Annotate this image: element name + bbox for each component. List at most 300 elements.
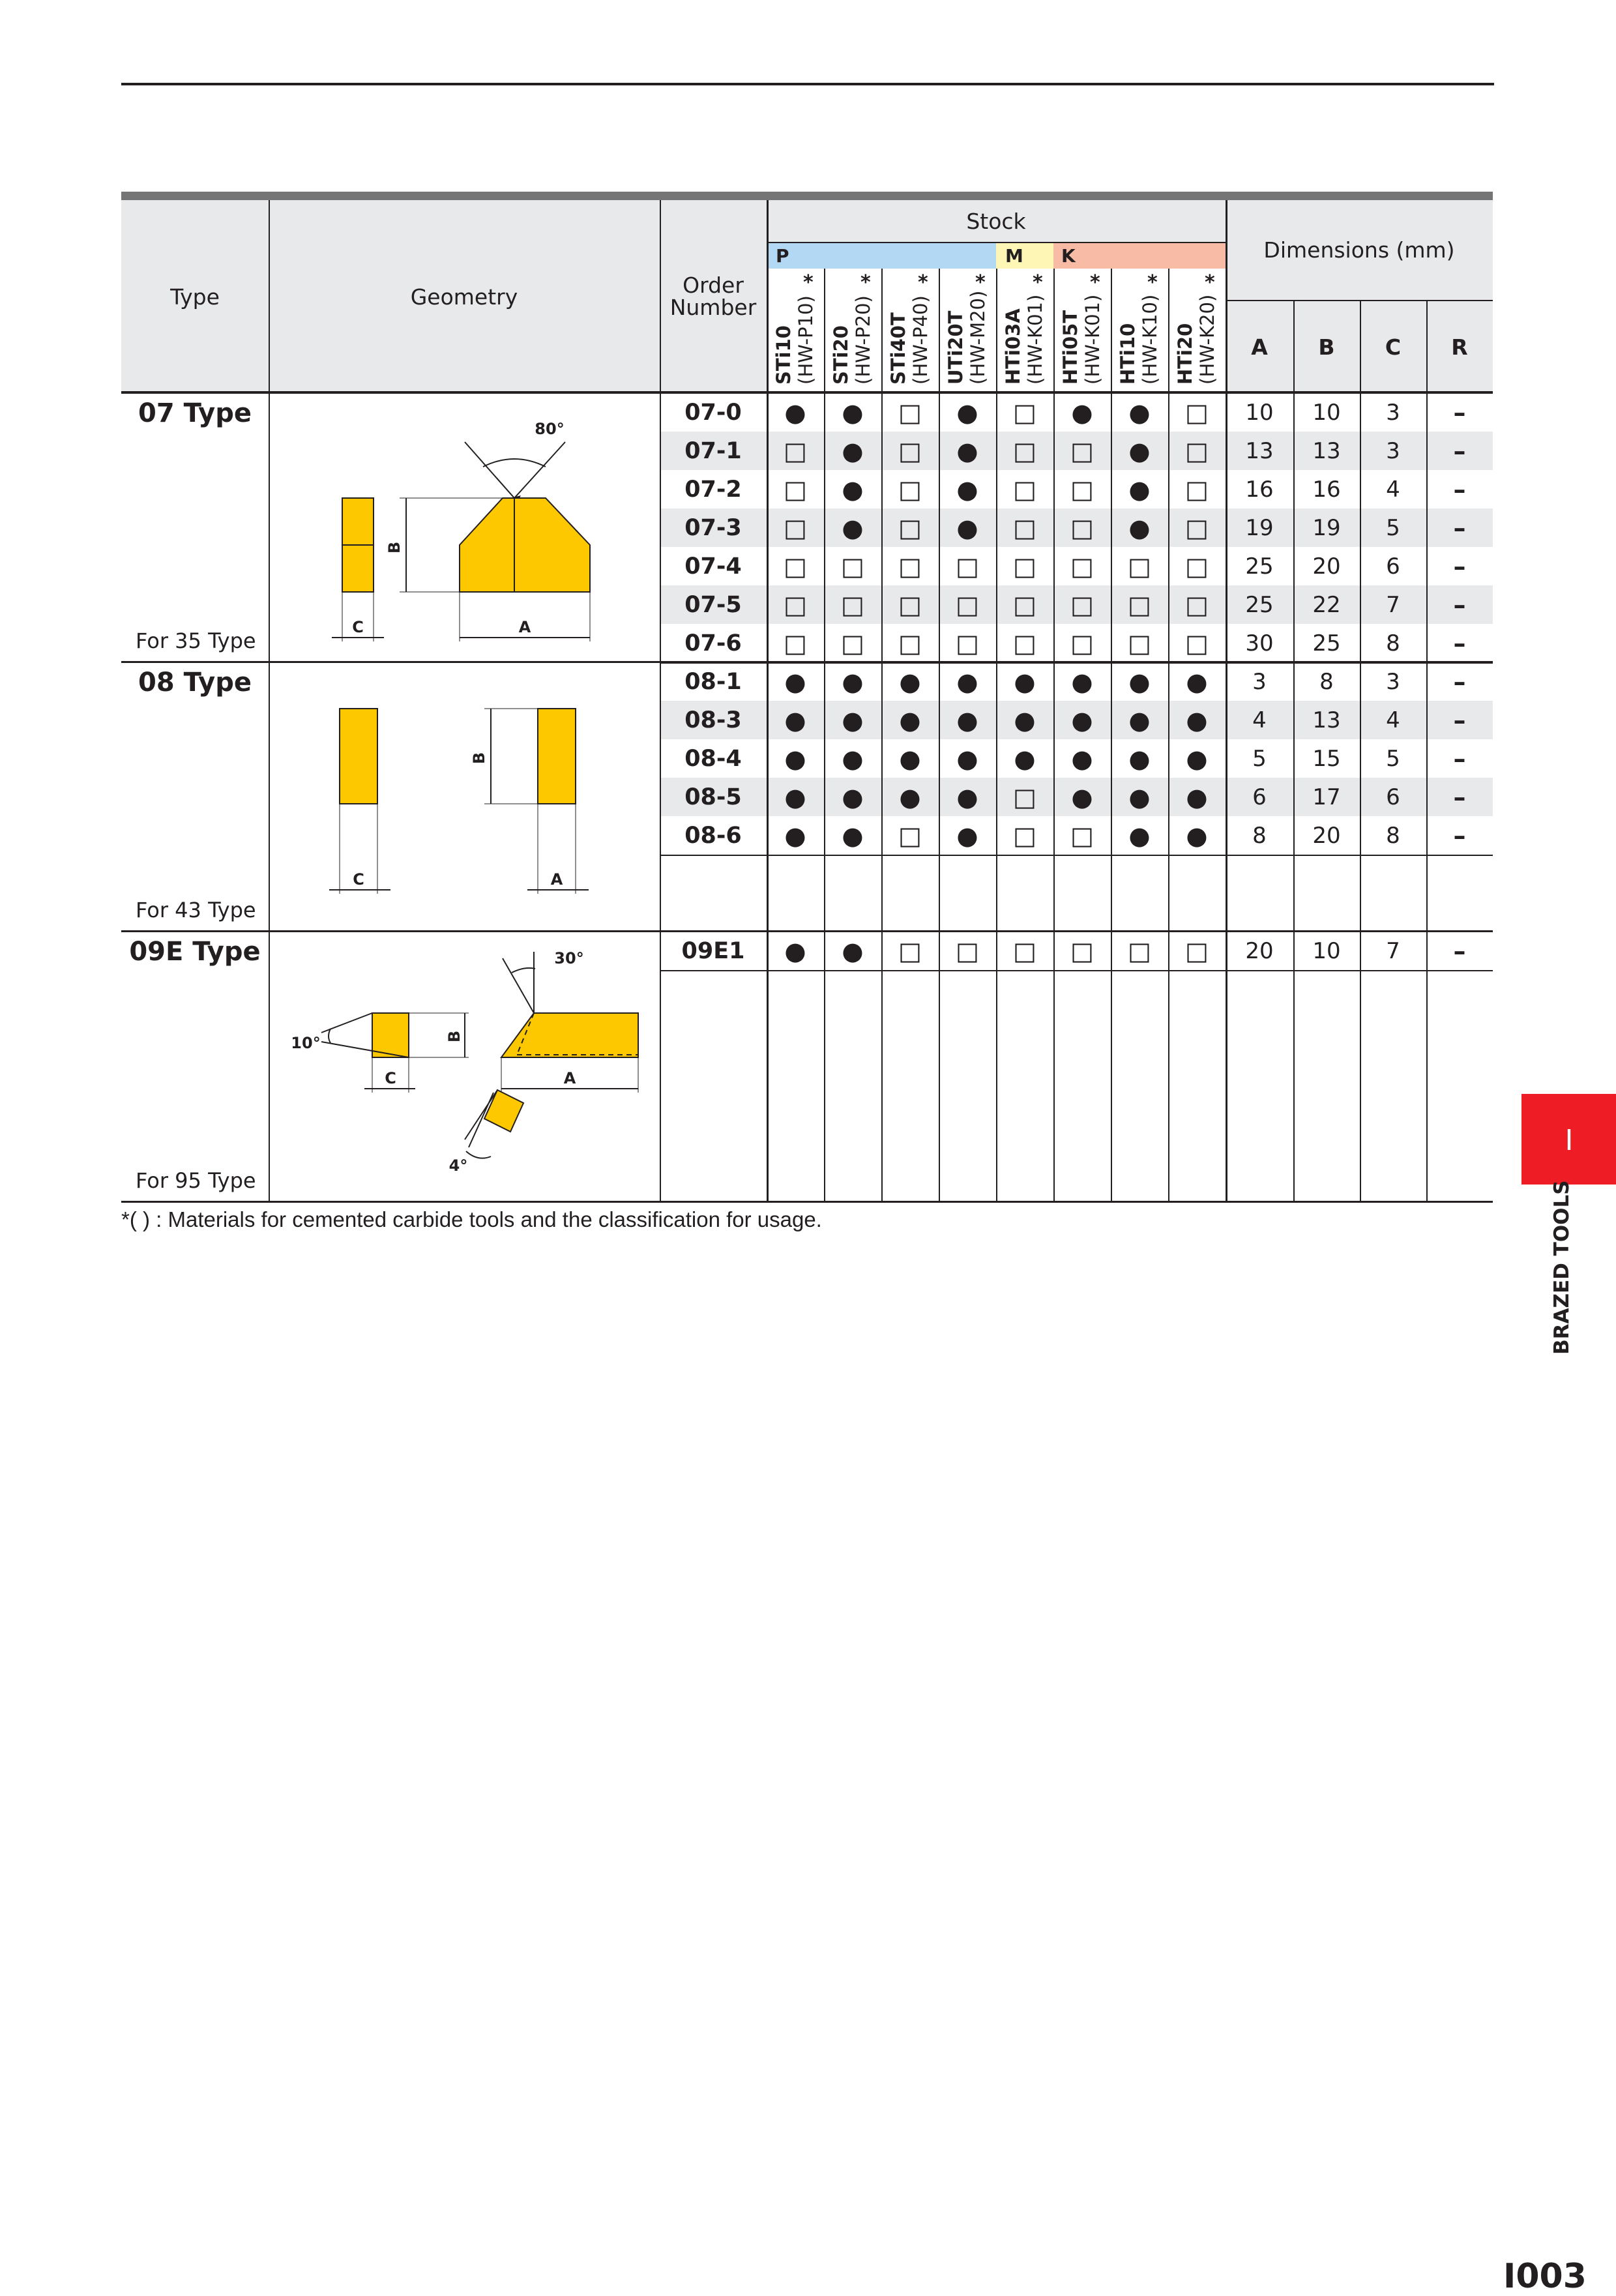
insert-08-side bbox=[340, 709, 377, 804]
dimension-value: – bbox=[1453, 744, 1466, 773]
grade-iso-label: (HW-K01) bbox=[1024, 294, 1046, 385]
body-col-line bbox=[767, 932, 769, 1202]
body-col-line bbox=[1293, 662, 1295, 932]
stock-symbol: ● bbox=[784, 398, 806, 427]
grade-label: HTi03A bbox=[1002, 308, 1024, 385]
grade-col-line bbox=[996, 269, 997, 393]
header-top-band bbox=[121, 192, 1493, 200]
dimension-value: 6 bbox=[1386, 784, 1400, 810]
body-col-line bbox=[996, 932, 997, 1202]
class-p-band bbox=[767, 243, 996, 269]
grade-col-line bbox=[939, 269, 940, 393]
dim-col-line bbox=[1293, 300, 1295, 393]
body-col-line bbox=[824, 393, 825, 662]
order-number: 07-6 bbox=[684, 630, 742, 656]
stock-symbol: ● bbox=[842, 744, 864, 773]
stock-symbol: ● bbox=[899, 667, 921, 696]
stock-symbol: ● bbox=[1071, 398, 1093, 427]
stock-header: Stock bbox=[966, 209, 1026, 234]
angle-4-label: 4° bbox=[448, 1156, 468, 1175]
stock-symbol: ● bbox=[784, 667, 806, 696]
body-col-line bbox=[1168, 932, 1169, 1202]
dimension-value: – bbox=[1453, 628, 1466, 658]
dimension-a-label: A bbox=[518, 618, 531, 636]
body-col-line bbox=[824, 932, 825, 1202]
order-number: 07-5 bbox=[684, 591, 742, 618]
dimension-col-header: B bbox=[1318, 334, 1335, 360]
diagram-07-type bbox=[269, 394, 659, 661]
for-type-label: For 43 Type bbox=[136, 898, 256, 922]
body-col-line bbox=[1053, 932, 1055, 1202]
stock-symbol: □ bbox=[1128, 936, 1151, 965]
body-col-line bbox=[1426, 662, 1428, 932]
order-number: 07-3 bbox=[684, 514, 742, 541]
stock-symbol: ● bbox=[1128, 782, 1151, 812]
stock-symbol: ● bbox=[1186, 821, 1208, 850]
body-col-line bbox=[767, 662, 769, 932]
dimension-value: 3 bbox=[1386, 437, 1400, 464]
body-col-line bbox=[881, 932, 883, 1202]
stock-symbol: □ bbox=[898, 628, 922, 658]
stock-symbol: ● bbox=[1071, 782, 1093, 812]
grade-col-line bbox=[1111, 269, 1112, 393]
stock-symbol: □ bbox=[784, 590, 807, 619]
body-col-line bbox=[1226, 393, 1227, 662]
order-header-line2: Number bbox=[669, 295, 757, 320]
stock-symbol: □ bbox=[1070, 475, 1094, 504]
grade-asterisk: * bbox=[860, 271, 871, 294]
dimension-value: 13 bbox=[1245, 437, 1274, 464]
dimension-value: – bbox=[1453, 936, 1466, 965]
grade-col-line bbox=[824, 269, 825, 393]
stock-symbol: ● bbox=[842, 667, 864, 696]
header-col-line bbox=[660, 200, 661, 393]
stock-symbol: □ bbox=[841, 628, 864, 658]
dimension-value: 20 bbox=[1245, 937, 1274, 964]
grade-asterisk: * bbox=[1147, 271, 1158, 294]
dimension-value: 10 bbox=[1312, 399, 1341, 426]
stock-symbol: ● bbox=[956, 744, 978, 773]
body-col-line bbox=[1053, 662, 1055, 932]
stock-symbol: ● bbox=[842, 513, 864, 542]
dimension-c-label: C bbox=[352, 618, 364, 636]
body-col-line bbox=[1168, 662, 1169, 932]
grade-label: STi40T bbox=[887, 312, 909, 385]
stock-symbol: ● bbox=[899, 744, 921, 773]
grade-asterisk: * bbox=[975, 271, 986, 294]
body-col-line bbox=[881, 393, 883, 662]
stock-symbol: ● bbox=[1071, 667, 1093, 696]
stock-symbol: ● bbox=[1128, 513, 1151, 542]
grade-col-line bbox=[881, 269, 883, 393]
body-col-line bbox=[1226, 662, 1227, 932]
stock-symbol: □ bbox=[1070, 513, 1094, 542]
order-number: 08-6 bbox=[684, 822, 742, 849]
dimension-value: 4 bbox=[1252, 707, 1267, 733]
dimension-c-label: C bbox=[353, 870, 364, 889]
stock-symbol: ● bbox=[1014, 744, 1036, 773]
insert-09e-front bbox=[501, 1013, 638, 1057]
stock-symbol: ● bbox=[784, 936, 806, 965]
body-col-line bbox=[660, 662, 661, 932]
dimension-value: – bbox=[1453, 821, 1466, 850]
stock-symbol: ● bbox=[956, 436, 978, 465]
stock-symbol: □ bbox=[1013, 821, 1036, 850]
diagram-08-type bbox=[269, 663, 659, 930]
grade-col-line bbox=[1168, 269, 1169, 393]
stock-symbol: ● bbox=[1186, 744, 1208, 773]
body-col-line bbox=[1360, 393, 1361, 662]
stock-symbol: ● bbox=[1071, 705, 1093, 735]
dimension-value: 13 bbox=[1312, 437, 1341, 464]
dims-sub-line bbox=[1226, 300, 1493, 301]
stock-symbol: ● bbox=[1128, 475, 1151, 504]
dimension-value: – bbox=[1453, 436, 1466, 465]
order-number: 07-4 bbox=[684, 553, 742, 580]
grade-label: STi20 bbox=[830, 325, 852, 385]
body-col-line bbox=[1111, 662, 1112, 932]
dimension-value: 4 bbox=[1386, 476, 1400, 503]
order-number: 08-1 bbox=[684, 668, 742, 695]
stock-symbol: ● bbox=[1186, 782, 1208, 812]
stock-symbol: ● bbox=[784, 782, 806, 812]
dimensions-header: Dimensions (mm) bbox=[1263, 237, 1455, 263]
stock-symbol: ● bbox=[956, 398, 978, 427]
dimension-value: 20 bbox=[1312, 553, 1341, 580]
stock-symbol: □ bbox=[898, 590, 922, 619]
dimension-value: 5 bbox=[1386, 745, 1400, 772]
body-col-line bbox=[1360, 662, 1361, 932]
stock-symbol: ● bbox=[842, 705, 864, 735]
stock-symbol: □ bbox=[1128, 590, 1151, 619]
dimension-value: 3 bbox=[1386, 668, 1400, 695]
stock-symbol: □ bbox=[1013, 782, 1036, 812]
grade-iso-label: (HW-K01) bbox=[1081, 294, 1104, 385]
stock-symbol: □ bbox=[1185, 513, 1209, 542]
body-col-line bbox=[939, 393, 940, 662]
dimension-value: 6 bbox=[1386, 553, 1400, 580]
stock-symbol: □ bbox=[1013, 552, 1036, 581]
stock-symbol: ● bbox=[1128, 398, 1151, 427]
type-header: Type bbox=[170, 284, 220, 310]
dimension-value: 30 bbox=[1245, 630, 1274, 656]
stock-symbol: □ bbox=[956, 628, 979, 658]
body-col-line bbox=[767, 393, 769, 662]
row-area-rule bbox=[660, 855, 1493, 856]
row-area-rule bbox=[660, 970, 1493, 971]
stock-symbol: □ bbox=[1185, 436, 1209, 465]
stock-symbol: ● bbox=[956, 475, 978, 504]
class-m-label: M bbox=[1005, 245, 1023, 267]
grade-asterisk: * bbox=[918, 271, 928, 294]
dimension-value: – bbox=[1453, 513, 1466, 542]
body-col-line bbox=[1111, 932, 1112, 1202]
stock-symbol: □ bbox=[1013, 936, 1036, 965]
angle-10-label: 10° bbox=[291, 1034, 321, 1052]
dimension-value: 8 bbox=[1319, 668, 1334, 695]
stock-symbol: □ bbox=[1013, 398, 1036, 427]
grade-iso-label: (HW-P10) bbox=[795, 295, 817, 385]
stock-symbol: ● bbox=[1128, 667, 1151, 696]
header-col-line bbox=[1226, 200, 1227, 393]
grade-asterisk: * bbox=[1033, 271, 1043, 294]
geometry-header: Geometry bbox=[410, 284, 518, 310]
dimension-col-header: R bbox=[1451, 334, 1468, 360]
stock-symbol: □ bbox=[898, 436, 922, 465]
stock-symbol: ● bbox=[956, 513, 978, 542]
page-number: I003 bbox=[1503, 2257, 1587, 2296]
dimension-value: 5 bbox=[1252, 745, 1267, 772]
stock-symbol: ● bbox=[842, 398, 864, 427]
stock-symbol: □ bbox=[1185, 552, 1209, 581]
dimension-b-label: B bbox=[445, 1030, 463, 1043]
stock-symbol: □ bbox=[956, 590, 979, 619]
stock-symbol: □ bbox=[1185, 475, 1209, 504]
grade-label: HTi05T bbox=[1059, 310, 1081, 385]
body-col-line bbox=[996, 662, 997, 932]
body-col-line bbox=[824, 662, 825, 932]
stock-symbol: □ bbox=[898, 475, 922, 504]
dimension-value: 8 bbox=[1386, 822, 1400, 849]
body-col-line bbox=[1226, 932, 1227, 1202]
dimension-value: 13 bbox=[1312, 707, 1341, 733]
dimension-col-header: C bbox=[1385, 334, 1402, 360]
stock-sub-line bbox=[767, 242, 1226, 243]
dimension-a-label: A bbox=[550, 870, 563, 889]
class-k-label: K bbox=[1061, 245, 1076, 267]
group-rule bbox=[121, 1201, 1493, 1203]
grade-asterisk: * bbox=[803, 271, 814, 294]
stock-symbol: ● bbox=[899, 782, 921, 812]
dimension-value: 25 bbox=[1312, 630, 1341, 656]
dimension-value: 15 bbox=[1312, 745, 1341, 772]
body-col-line bbox=[1426, 393, 1428, 662]
stock-symbol: □ bbox=[1185, 936, 1209, 965]
stock-symbol: □ bbox=[898, 936, 922, 965]
dimension-value: 10 bbox=[1245, 399, 1274, 426]
body-col-line bbox=[939, 662, 940, 932]
stock-symbol: ● bbox=[784, 744, 806, 773]
dimension-value: 3 bbox=[1386, 399, 1400, 426]
dimension-value: – bbox=[1453, 782, 1466, 812]
order-number: 09E1 bbox=[681, 937, 745, 964]
header-col-line bbox=[269, 200, 270, 393]
dimension-value: 16 bbox=[1245, 476, 1274, 503]
stock-symbol: □ bbox=[784, 436, 807, 465]
grade-label: UTi20T bbox=[945, 310, 967, 385]
stock-symbol: □ bbox=[784, 513, 807, 542]
footnote: *( ) : Materials for cemented carbide tools and the classification for usage. bbox=[121, 1207, 822, 1231]
body-col-line bbox=[660, 393, 661, 662]
body-col-line bbox=[939, 932, 940, 1202]
stock-symbol: □ bbox=[1013, 436, 1036, 465]
dimension-value: 7 bbox=[1386, 937, 1400, 964]
side-tab bbox=[1521, 1094, 1616, 1185]
grade-iso-label: (HW-M20) bbox=[967, 290, 989, 385]
stock-symbol: ● bbox=[842, 782, 864, 812]
dimension-value: – bbox=[1453, 590, 1466, 619]
body-col-line bbox=[1053, 393, 1055, 662]
dimension-value: – bbox=[1453, 667, 1466, 696]
side-tab-label: BRAZED TOOLS bbox=[1550, 1180, 1574, 1355]
stock-symbol: □ bbox=[784, 475, 807, 504]
dimension-value: – bbox=[1453, 398, 1466, 427]
dimension-value: 20 bbox=[1312, 822, 1341, 849]
body-col-line bbox=[1360, 932, 1361, 1202]
stock-symbol: □ bbox=[1013, 590, 1036, 619]
grade-asterisk: * bbox=[1090, 271, 1100, 294]
stock-symbol: □ bbox=[898, 398, 922, 427]
grade-iso-label: (HW-P20) bbox=[852, 295, 874, 385]
stock-symbol: □ bbox=[1070, 552, 1094, 581]
grade-asterisk: * bbox=[1205, 271, 1215, 294]
order-header-line1: Order bbox=[683, 272, 744, 298]
dimension-value: 5 bbox=[1386, 514, 1400, 541]
stock-symbol: ● bbox=[1186, 705, 1208, 735]
type-name: 07 Type bbox=[138, 398, 252, 428]
type-name: 08 Type bbox=[138, 668, 252, 698]
stock-symbol: □ bbox=[1070, 936, 1094, 965]
stock-symbol: □ bbox=[1128, 552, 1151, 581]
order-number: 08-5 bbox=[684, 784, 742, 810]
stock-symbol: ● bbox=[842, 821, 864, 850]
dimension-c-label: C bbox=[385, 1069, 396, 1087]
body-col-line bbox=[1168, 393, 1169, 662]
dimension-value: 6 bbox=[1252, 784, 1267, 810]
grade-iso-label: (HW-K20) bbox=[1196, 294, 1218, 385]
stock-symbol: □ bbox=[1070, 590, 1094, 619]
stock-symbol: ● bbox=[842, 936, 864, 965]
stock-symbol: □ bbox=[1070, 821, 1094, 850]
stock-symbol: □ bbox=[841, 590, 864, 619]
grade-label: HTi20 bbox=[1174, 323, 1196, 385]
insert-07-front bbox=[460, 498, 590, 592]
dimension-value: 7 bbox=[1386, 591, 1400, 618]
stock-symbol: ● bbox=[899, 705, 921, 735]
stock-symbol: □ bbox=[956, 552, 979, 581]
order-number: 07-2 bbox=[684, 476, 742, 503]
order-number: 08-4 bbox=[684, 745, 742, 772]
body-col-line bbox=[1293, 932, 1295, 1202]
for-type-label: For 95 Type bbox=[136, 1168, 256, 1193]
stock-symbol: ● bbox=[956, 821, 978, 850]
stock-symbol: □ bbox=[784, 628, 807, 658]
stock-symbol: ● bbox=[1128, 744, 1151, 773]
stock-symbol: ● bbox=[1186, 667, 1208, 696]
stock-symbol: □ bbox=[898, 552, 922, 581]
grade-iso-label: (HW-K10) bbox=[1139, 294, 1161, 385]
dimension-value: 8 bbox=[1252, 822, 1267, 849]
side-tab-letter: I bbox=[1565, 1122, 1574, 1156]
stock-symbol: ● bbox=[956, 667, 978, 696]
dimension-value: 10 bbox=[1312, 937, 1341, 964]
stock-symbol: □ bbox=[898, 513, 922, 542]
for-type-label: For 35 Type bbox=[136, 628, 256, 653]
dim-col-line bbox=[1426, 300, 1428, 393]
dimension-value: 3 bbox=[1252, 668, 1267, 695]
stock-symbol: □ bbox=[898, 821, 922, 850]
dimension-value: 8 bbox=[1386, 630, 1400, 656]
dimension-value: – bbox=[1453, 475, 1466, 504]
stock-symbol: ● bbox=[956, 705, 978, 735]
stock-symbol: ● bbox=[842, 436, 864, 465]
grade-col-line bbox=[1053, 269, 1055, 393]
stock-symbol: □ bbox=[1013, 513, 1036, 542]
grade-label: HTi10 bbox=[1117, 323, 1139, 385]
stock-symbol: □ bbox=[956, 936, 979, 965]
order-number: 08-3 bbox=[684, 707, 742, 733]
dimension-b-label: B bbox=[470, 752, 488, 765]
stock-symbol: □ bbox=[1185, 590, 1209, 619]
class-k-band bbox=[1053, 243, 1226, 269]
dimension-value: 25 bbox=[1245, 553, 1274, 580]
body-col-line bbox=[660, 932, 661, 1202]
stock-symbol: □ bbox=[1070, 436, 1094, 465]
dimension-b-label: B bbox=[385, 541, 404, 554]
order-number: 07-0 bbox=[684, 399, 742, 426]
dimension-value: 19 bbox=[1312, 514, 1341, 541]
dim-col-line bbox=[1360, 300, 1361, 393]
dimension-a-label: A bbox=[563, 1069, 576, 1087]
header-col-line bbox=[767, 200, 769, 393]
stock-symbol: □ bbox=[1185, 398, 1209, 427]
dimension-value: 19 bbox=[1245, 514, 1274, 541]
angle-30-label: 30° bbox=[554, 949, 584, 967]
dimension-value: 22 bbox=[1312, 591, 1341, 618]
dimension-value: 17 bbox=[1312, 784, 1341, 810]
stock-symbol: □ bbox=[1128, 628, 1151, 658]
stock-symbol: □ bbox=[784, 552, 807, 581]
order-number: 07-1 bbox=[684, 437, 742, 464]
stock-symbol: ● bbox=[1014, 705, 1036, 735]
stock-symbol: □ bbox=[1013, 628, 1036, 658]
dimension-col-header: A bbox=[1251, 334, 1268, 360]
stock-symbol: □ bbox=[1013, 475, 1036, 504]
stock-symbol: □ bbox=[841, 552, 864, 581]
stock-symbol: ● bbox=[1071, 744, 1093, 773]
stock-symbol: □ bbox=[1185, 628, 1209, 658]
body-col-line bbox=[881, 662, 883, 932]
type-name: 09E Type bbox=[129, 937, 261, 967]
diagram-09e-type bbox=[269, 932, 659, 1200]
body-col-line bbox=[1111, 393, 1112, 662]
dimension-value: 4 bbox=[1386, 707, 1400, 733]
grade-iso-label: (HW-P40) bbox=[909, 295, 932, 385]
stock-symbol: ● bbox=[1128, 436, 1151, 465]
grade-label: STi10 bbox=[772, 325, 795, 385]
dimension-value: 16 bbox=[1312, 476, 1341, 503]
body-col-line bbox=[996, 393, 997, 662]
angle-80-label: 80° bbox=[535, 420, 565, 438]
stock-symbol: ● bbox=[784, 705, 806, 735]
stock-symbol: ● bbox=[784, 821, 806, 850]
stock-symbol: ● bbox=[1128, 821, 1151, 850]
dimension-value: – bbox=[1453, 705, 1466, 735]
stock-symbol: ● bbox=[956, 782, 978, 812]
class-p-label: P bbox=[776, 245, 789, 267]
stock-symbol: ● bbox=[842, 475, 864, 504]
dimension-value: – bbox=[1453, 552, 1466, 581]
body-col-line bbox=[1293, 393, 1295, 662]
dimension-value: 25 bbox=[1245, 591, 1274, 618]
stock-symbol: □ bbox=[1070, 628, 1094, 658]
insert-09e-end bbox=[484, 1090, 523, 1132]
insert-09e-side bbox=[372, 1013, 409, 1057]
stock-symbol: ● bbox=[1014, 667, 1036, 696]
stock-symbol: ● bbox=[1128, 705, 1151, 735]
insert-08-front bbox=[538, 709, 576, 804]
body-col-line bbox=[1426, 932, 1428, 1202]
